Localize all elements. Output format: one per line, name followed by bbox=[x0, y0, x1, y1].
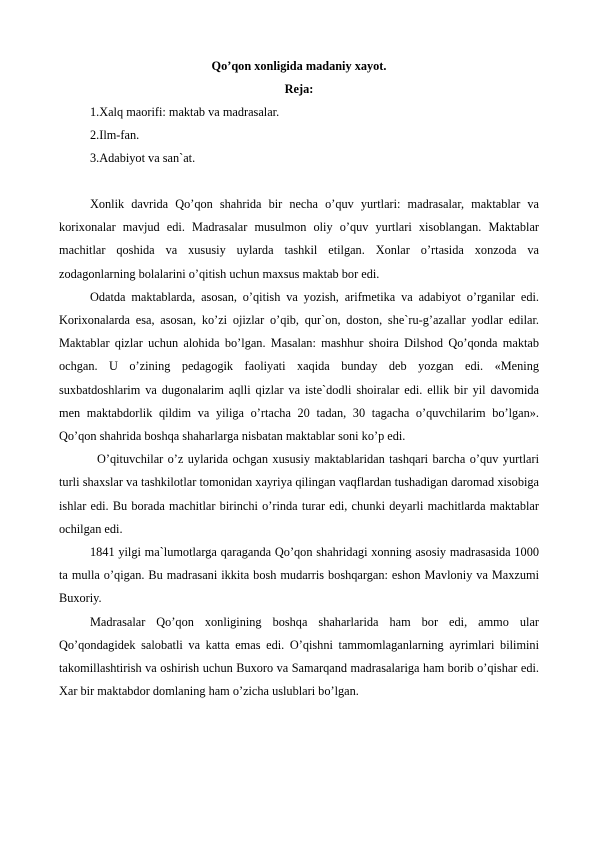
plan-item: 3.Adabiyot va san`at. bbox=[90, 151, 196, 165]
plan-heading: Reja: bbox=[284, 82, 314, 96]
document-title: Qo’qon xonligida madaniy xayot. bbox=[211, 59, 387, 73]
paragraph: Madrasalar Qo’qon xonligining boshqa shaharlarida ham bor edi, ammo ular Qo’qondagidek salobatli va katta emas edi. O’qishni tammomlaganlarning ayrimlari bilimini takomillashtirish va oshirish uchun Buxoro va Samarqand madrasalariga ham borib o’qishar edi. Xar bir maktabdor domlaning ham o’zicha uslublari bo’lgan. bbox=[59, 614, 539, 699]
paragraph: Odatda maktablarda, asosan, o’qitish va yozish, arifmetika va adabiyot o’rganilar edi. Korixonalarda esa, asosan, ko’zi ojizlar o’qib, qur`on, doston, she`ru-g’azallar yodlar edilar. Maktablar qizlar uchun alohida bo’lgan. Masalan: mashhur shoira Dilshod Qo’qonda maktab ochgan. U o’zining pedagogik faoliyati xaqida bunday deb yozgan edi. «Mening suxbatdoshlarim va dugonalarim aqlli qizlar va iste`dodli shoiralar edi. ellik bir yil davomida men maktabdorlik qildim va yiliga o’rtacha 20 tadan, 30 tagacha o’quvchilarim bo’lgan». Qo’qon shahrida boshqa shaharlarga nisbatan maktablar soni ko’p edi. bbox=[59, 289, 539, 444]
paragraph: Xonlik davrida Qo’qon shahrida bir necha o’quv yurtlari: madrasalar, maktablar va korixonalar mavjud edi. Madrasalar musulmon oliy o’quv yurtlari xisoblangan. Maktablar machitlar qoshida va xususiy uylarda tashkil etilgan. Xonlar o’rtasida xonzoda va zodagonlarning bolalarini o’qitish uchun maxsus maktab bor edi. bbox=[59, 197, 539, 281]
plan-item: 1.Xalq maorifi: maktab va madrasalar. bbox=[90, 105, 280, 119]
paragraph: O’qituvchilar o’z uylarida ochgan xususiy maktablaridan tashqari barcha o’quv yurtlari turli shaxslar va tashkilotlar tomonidan xayriya qilingan vaqflardan tushadigan daromad xisobiga ishlar edi. Bu borada machitlar birinchi o’rinda turar edi, chunki deyarli machitlarda maktablar ochilgan edi. bbox=[59, 452, 539, 536]
document-body bbox=[59, 55, 539, 703]
plan-list bbox=[59, 101, 539, 170]
blank-line bbox=[59, 170, 539, 193]
plan-item: 2.Ilm-fan. bbox=[90, 128, 140, 142]
paragraph: 1841 yilgi ma`lumotlarga qaraganda Qo’qon shahridagi xonning asosiy madrasasida 1000 ta mulla o’qigan. Bu madrasani ikkita bosh mudarris boshqargan: eshon Mavloniy va Maxzumi Buxoriy. bbox=[59, 545, 539, 606]
